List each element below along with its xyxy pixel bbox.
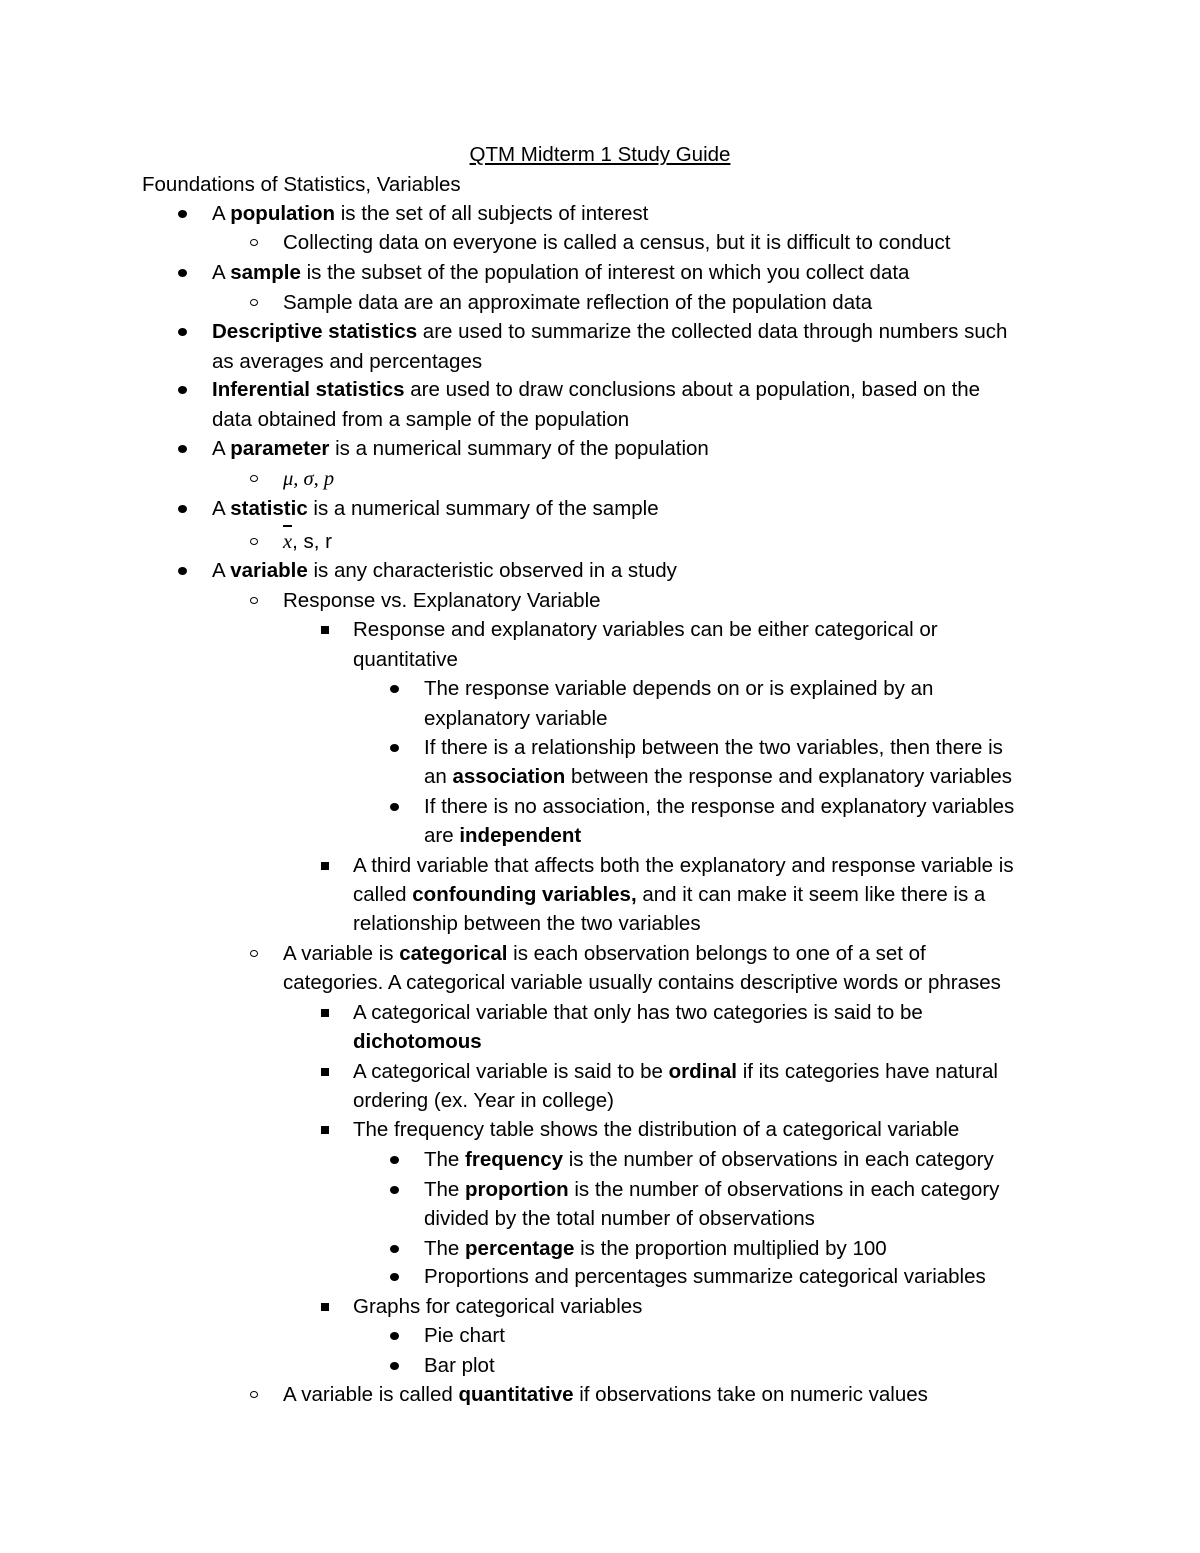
line-text: are used to draw conclusions about a population, based on the [404, 378, 981, 401]
line-text: A [212, 559, 231, 582]
line-text: A [212, 437, 231, 460]
filled-circle-bullet-icon [390, 803, 399, 811]
line-text: Sample data are an approximate reflection of the population data [283, 291, 873, 314]
bold-term: variable [230, 559, 308, 582]
filled-circle-bullet-icon [178, 567, 187, 575]
hollow-circle-bullet-icon [250, 538, 258, 545]
hollow-circle-bullet-icon [250, 950, 258, 957]
line-text: A [212, 497, 231, 520]
outline-line [212, 258, 909, 288]
outline-line [424, 821, 581, 851]
line-text: A [212, 261, 231, 284]
outline-line [424, 733, 1003, 763]
outline-line [424, 762, 1012, 792]
line-text: Pie chart [424, 1324, 505, 1347]
outline-line [212, 375, 980, 405]
line-text: If there is no association, the response and explanatory variables [424, 795, 1015, 818]
hollow-circle-bullet-icon [250, 597, 258, 604]
outline-line [283, 288, 872, 318]
line-text: data obtained from a sample of the population [212, 408, 630, 431]
outline-line [283, 968, 1001, 998]
filled-circle-bullet-icon [178, 445, 187, 453]
bold-term: frequency [465, 1148, 564, 1171]
line-text: is the number of observations in each category [568, 1178, 1000, 1201]
filled-circle-bullet-icon [178, 386, 187, 394]
filled-circle-bullet-icon [390, 1186, 399, 1194]
outline-line [353, 615, 938, 645]
outline-line [353, 909, 701, 939]
line-text: A variable is called [283, 1383, 459, 1406]
hollow-circle-bullet-icon [250, 299, 258, 306]
outline-line [424, 1175, 999, 1205]
filled-circle-bullet-icon [390, 685, 399, 693]
line-text: an [424, 765, 453, 788]
document-title: QTM Midterm 1 Study Guide [469, 143, 731, 166]
filled-circle-bullet-icon [178, 210, 187, 218]
line-text: is the subset of the population of interest on which you collect data [300, 261, 910, 284]
outline-line [212, 494, 659, 524]
line-text: A [212, 202, 231, 225]
line-text: The [424, 1178, 466, 1201]
line-text: The response variable depends on or is explained by an [424, 677, 934, 700]
line-text: is a numerical summary of the population [329, 437, 709, 460]
square-bullet-icon [321, 862, 329, 870]
line-text: A variable is [283, 942, 400, 965]
outline-line [283, 527, 332, 557]
outline-line [212, 347, 482, 377]
line-text: and it can make it seem like there is a [636, 883, 986, 906]
outline-line [353, 998, 923, 1028]
bold-term: Descriptive statistics [212, 320, 418, 343]
bold-term: statistic [230, 497, 308, 520]
outline-line [424, 1204, 815, 1234]
line-text: between the response and explanatory variables [565, 765, 1013, 788]
line-text: if its categories have natural [737, 1060, 998, 1083]
line-text: as averages and percentages [212, 350, 483, 373]
line-text: if observations take on numeric values [573, 1383, 928, 1406]
line-text: The frequency table shows the distribution of a categorical variable [353, 1118, 960, 1141]
bold-term: percentage [465, 1237, 575, 1260]
line-text: divided by the total number of observations [424, 1207, 815, 1230]
outline-line [212, 405, 629, 435]
bold-term: dichotomous [353, 1030, 482, 1053]
line-text: categories. A categorical variable usually contains descriptive words or phrases [283, 971, 1001, 994]
outline-line [424, 674, 933, 704]
outline-line [353, 851, 1014, 881]
bold-term: Inferential statistics [212, 378, 405, 401]
filled-circle-bullet-icon [390, 1332, 399, 1340]
outline-line [424, 1262, 986, 1292]
square-bullet-icon [321, 1303, 329, 1311]
line-text: is each observation belongs to one of a set of [507, 942, 926, 965]
outline-line [353, 880, 985, 910]
outline-line [283, 228, 950, 258]
bold-term: quantitative [458, 1383, 574, 1406]
filled-circle-bullet-icon [390, 1245, 399, 1253]
outline-line [424, 1234, 887, 1264]
hollow-circle-bullet-icon [250, 1391, 258, 1398]
line-text: Response vs. Explanatory Variable [283, 589, 601, 612]
outline-line [283, 464, 334, 494]
outline-line [212, 434, 709, 464]
filled-circle-bullet-icon [390, 1273, 399, 1281]
outline-line [353, 1086, 614, 1116]
line-text: are [424, 824, 460, 847]
outline-line [353, 1027, 482, 1057]
outline-line [353, 645, 458, 675]
math-symbols: μ, σ, p [283, 468, 335, 490]
line-text: quantitative [353, 648, 458, 671]
line-text: is a numerical summary of the sample [307, 497, 659, 520]
outline-line [283, 586, 601, 616]
bold-term: sample [230, 261, 301, 284]
outline-line [424, 792, 1014, 822]
line-text: relationship between the two variables [353, 912, 701, 935]
bold-term: confounding variables, [412, 883, 637, 906]
bold-term: population [230, 202, 336, 225]
line-text: is the number of observations in each category [563, 1148, 994, 1171]
filled-circle-bullet-icon [178, 328, 187, 336]
line-text: Graphs for categorical variables [353, 1295, 643, 1318]
outline-line [353, 1292, 642, 1322]
line-text: is the set of all subjects of interest [335, 202, 649, 225]
line-text: explanatory variable [424, 707, 608, 730]
bold-term: categorical [399, 942, 508, 965]
outline-line [212, 199, 648, 229]
outline-line [424, 1145, 994, 1175]
line-text: called [353, 883, 413, 906]
bold-term: parameter [230, 437, 330, 460]
line-text: A categorical variable is said to be [353, 1060, 669, 1083]
section-heading: Foundations of Statistics, Variables [142, 173, 461, 196]
line-text: ordering (ex. Year in college) [353, 1089, 614, 1112]
outline-line [212, 556, 677, 586]
filled-circle-bullet-icon [178, 505, 187, 513]
filled-circle-bullet-icon [390, 744, 399, 752]
square-bullet-icon [321, 1126, 329, 1134]
outline-line [424, 1351, 495, 1381]
outline-line [353, 1057, 998, 1087]
bold-term: proportion [465, 1178, 569, 1201]
outline-line [424, 704, 607, 734]
hollow-circle-bullet-icon [250, 475, 258, 482]
bold-term: association [452, 765, 566, 788]
outline-line [283, 939, 926, 969]
outline-line [353, 1115, 959, 1145]
line-text: , s, r [292, 530, 332, 553]
filled-circle-bullet-icon [390, 1362, 399, 1370]
line-text: The [424, 1148, 466, 1171]
x-bar-symbol: x [283, 527, 292, 557]
line-text: If there is a relationship between the two variables, then there is [424, 736, 1003, 759]
line-text: A third variable that affects both the explanatory and response variable is [353, 854, 1014, 877]
line-text: is the proportion multiplied by 100 [574, 1237, 887, 1260]
square-bullet-icon [321, 1009, 329, 1017]
outline-line [283, 1380, 928, 1410]
filled-circle-bullet-icon [178, 269, 187, 277]
bold-term: ordinal [668, 1060, 737, 1083]
square-bullet-icon [321, 1068, 329, 1076]
line-text: Bar plot [424, 1354, 495, 1377]
line-text: are used to summarize the collected data through numbers such [417, 320, 1008, 343]
line-text: Collecting data on everyone is called a census, but it is difficult to conduct [283, 231, 951, 254]
bold-term: independent [459, 824, 582, 847]
line-text: Proportions and percentages summarize categorical variables [424, 1265, 986, 1288]
outline-line [212, 317, 1007, 347]
line-text: is any characteristic observed in a study [307, 559, 677, 582]
line-text: The [424, 1237, 466, 1260]
square-bullet-icon [321, 626, 329, 634]
filled-circle-bullet-icon [390, 1156, 399, 1164]
line-text: Response and explanatory variables can be either categorical or [353, 618, 938, 641]
hollow-circle-bullet-icon [250, 239, 258, 246]
outline-line [424, 1321, 505, 1351]
line-text: A categorical variable that only has two categories is said to be [353, 1001, 923, 1024]
